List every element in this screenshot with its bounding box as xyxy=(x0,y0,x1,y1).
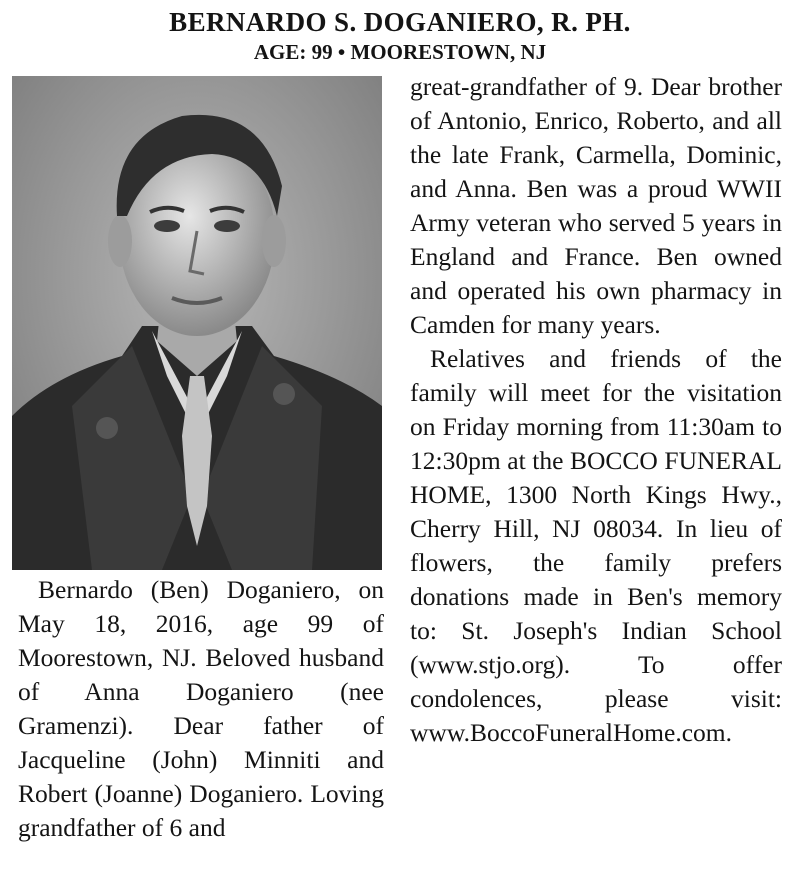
obituary-paragraph-1-part-2: great-grandfather of 9. Dear brother of Antonio, Enrico, Roberto, and all the late Frank, Carmella, Dominic, and Anna. Ben was a proud WWII Army veteran who served 5 years in England and France. Ben owned and operated his own pharmacy in Camden for many years. xyxy=(410,72,782,339)
obituary-paragraph-2: Relatives and friends of the family will meet for the visitation on Friday morning from 11:30am to 12:30pm at the BOCCO FUNERAL HOME, 1300 North Kings Hwy., Cherry Hill, NJ 08034. In lieu of flowers, the family prefers donations made in Ben's memory to: St. Joseph's Indian School (www.stjo.org). To offer condolences, please visit: www.BoccoFuneralHome.com. xyxy=(410,344,782,747)
age-location-line: AGE: 99 • MOORESTOWN, NJ xyxy=(253,40,547,64)
obituary-name: BERNARDO S. DOGANIERO, R. PH. xyxy=(169,7,631,37)
portrait-svg xyxy=(12,76,382,570)
portrait-photo-icon xyxy=(12,76,382,570)
obituary-right-column xyxy=(410,70,782,750)
obituary-left-column xyxy=(18,573,384,845)
obituary-paragraph-1-part-1: Bernardo (Ben) Doganiero, on May 18, 2016, age 99 of Moorestown, NJ. Beloved husband of Anna Doganiero (nee Gramenzi). Dear father of Jacqueline (John) Minniti and Robert (Joanne) Doganiero. Loving grandfather of 6 and xyxy=(18,575,384,842)
